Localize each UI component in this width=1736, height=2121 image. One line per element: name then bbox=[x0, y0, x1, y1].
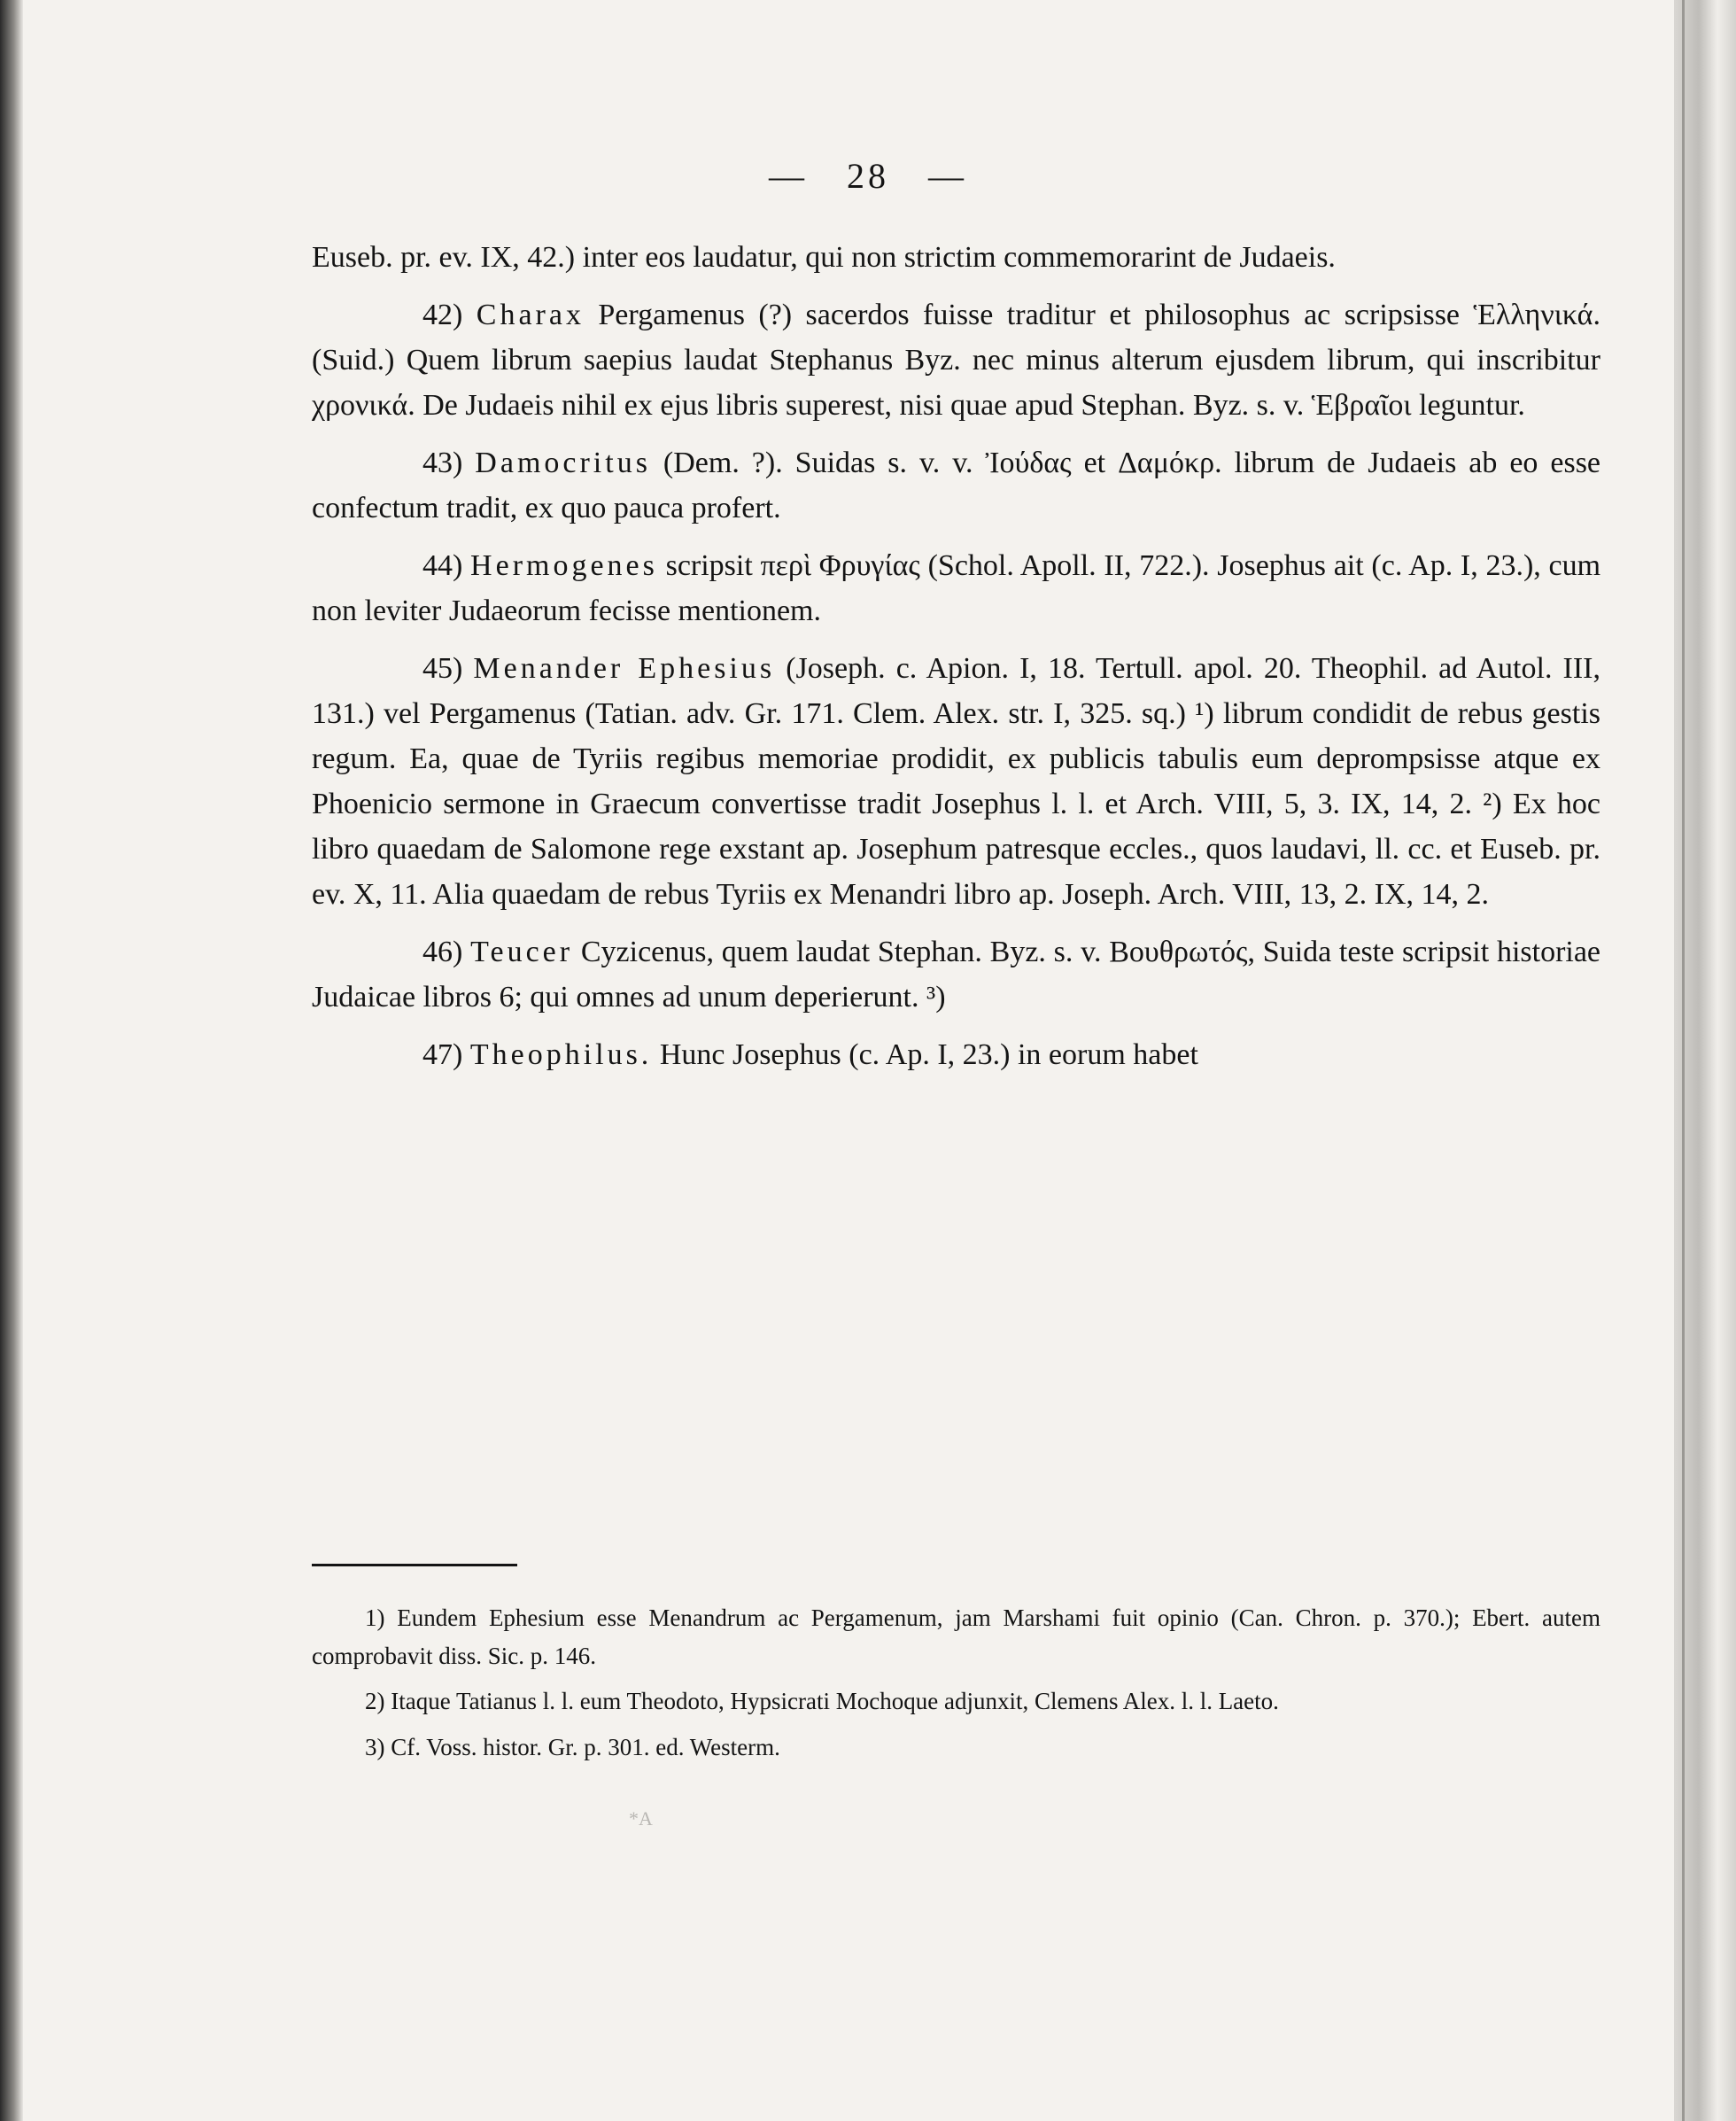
entry-author: Hermogenes bbox=[470, 549, 658, 582]
paragraph-text: Euseb. pr. ev. IX, 42.) inter eos laudatur, qui non strictim commemorarint de Judaeis. bbox=[312, 241, 1336, 274]
page-number: 28 bbox=[847, 156, 889, 196]
entry-number: 42) bbox=[422, 299, 463, 331]
signature-mark: *A bbox=[629, 1807, 653, 1830]
footnote-2: 2) Itaque Tatianus l. l. eum Theodoto, Hypsicrati Mochoque adjunxit, Clemens Alex. l. l. Laeto. bbox=[365, 1688, 1279, 1715]
entry-44 bbox=[312, 543, 1600, 633]
footnotes bbox=[312, 1599, 1600, 1774]
entry-number: 45) bbox=[422, 652, 463, 685]
entry-number: 47) bbox=[422, 1038, 463, 1071]
entry-43 bbox=[312, 440, 1600, 531]
entry-42 bbox=[312, 292, 1600, 428]
page-header bbox=[0, 155, 1736, 197]
footnote-1: 1) Eundem Ephesium esse Menandrum ac Pergamenum, jam Marshami fuit opinio (Can. Chron. p. 370.); Ebert. autem comprobavit diss. Sic. p. 146. bbox=[312, 1604, 1600, 1670]
entry-46 bbox=[312, 929, 1600, 1020]
footnote-rule bbox=[312, 1564, 517, 1566]
entry-text: Hunc Josephus (c. Ap. I, 23.) in eorum habet bbox=[659, 1038, 1198, 1071]
entry-text: Pergamenus (?) sacerdos fuisse traditur et philosophus ac scripsisse Ἑλληνικά. (Suid.) Quem librum saepius laudat Stephanus Byz. nec minus alterum ejusdem librum, qui inscribitur χρονικά. De Judaeis nihil ex ejus libris superest, nisi quae apud Stephan. Byz. s. v. Ἑβραῖοι leguntur. bbox=[312, 299, 1600, 422]
entry-text: scripsit περὶ Φρυγίας (Schol. Apoll. II, 722.). Josephus ait (c. Ap. I, 23.), cum non leviter Judaeorum fecisse mentionem. bbox=[312, 549, 1601, 627]
paragraph-continuation bbox=[312, 235, 1600, 280]
main-text bbox=[312, 235, 1600, 1090]
entry-author: Teucer bbox=[470, 936, 574, 968]
page-fold bbox=[1682, 0, 1685, 2121]
entry-47 bbox=[312, 1032, 1600, 1077]
entry-number: 46) bbox=[422, 936, 463, 968]
header-dash-right: — bbox=[928, 156, 967, 196]
header-dash-left: — bbox=[769, 156, 808, 196]
entry-45 bbox=[312, 646, 1600, 917]
entry-number: 44) bbox=[422, 549, 463, 582]
entry-author: Damocritus bbox=[475, 447, 651, 479]
entry-author: Charax bbox=[476, 299, 585, 331]
page-edge-left bbox=[0, 0, 23, 2121]
footnote-3: 3) Cf. Voss. histor. Gr. p. 301. ed. Westerm. bbox=[365, 1733, 780, 1760]
entry-text: Cyzicenus, quem laudat Stephan. Byz. s. v. Βουθρωτός, Suida teste scripsit historiae Judaicae libros 6; qui omnes ad unum deperierunt. ³) bbox=[312, 936, 1601, 1014]
entry-text: (Joseph. c. Apion. I, 18. Tertull. apol. 20. Theophil. ad Autol. III, 131.) vel Pergamenus (Tatian. adv. Gr. 171. Clem. Alex. str. I, 325. sq.) ¹) librum condidit de rebus gestis regum. Ea, quae de Tyriis regibus memoriae prodidit, ex publicis tabulis eum deprompsisse atque ex Phoenicio sermone in Graecum convertisse tradit Josephus l. l. et Arch. VIII, 5, 3. IX, 14, 2. ²) Ex hoc libro quaedam de Salomone rege exstant ap. Josephum patresque eccles., quos laudavi, ll. cc. et Euseb. pr. ev. X, 11. Alia quaedam de rebus Tyriis ex Menandri libro ap. Joseph. Arch. VIII, 13, 2. IX, 14, 2. bbox=[312, 652, 1600, 911]
entry-author: Menander Ephesius bbox=[473, 652, 776, 685]
entry-number: 43) bbox=[422, 447, 463, 479]
entry-text: (Dem. ?). Suidas s. v. v. Ἰούδας et Δαμόκρ. librum de Judaeis ab eo esse confectum tradit, ex quo pauca profert. bbox=[312, 447, 1601, 524]
entry-author: Theophilus. bbox=[469, 1038, 653, 1071]
